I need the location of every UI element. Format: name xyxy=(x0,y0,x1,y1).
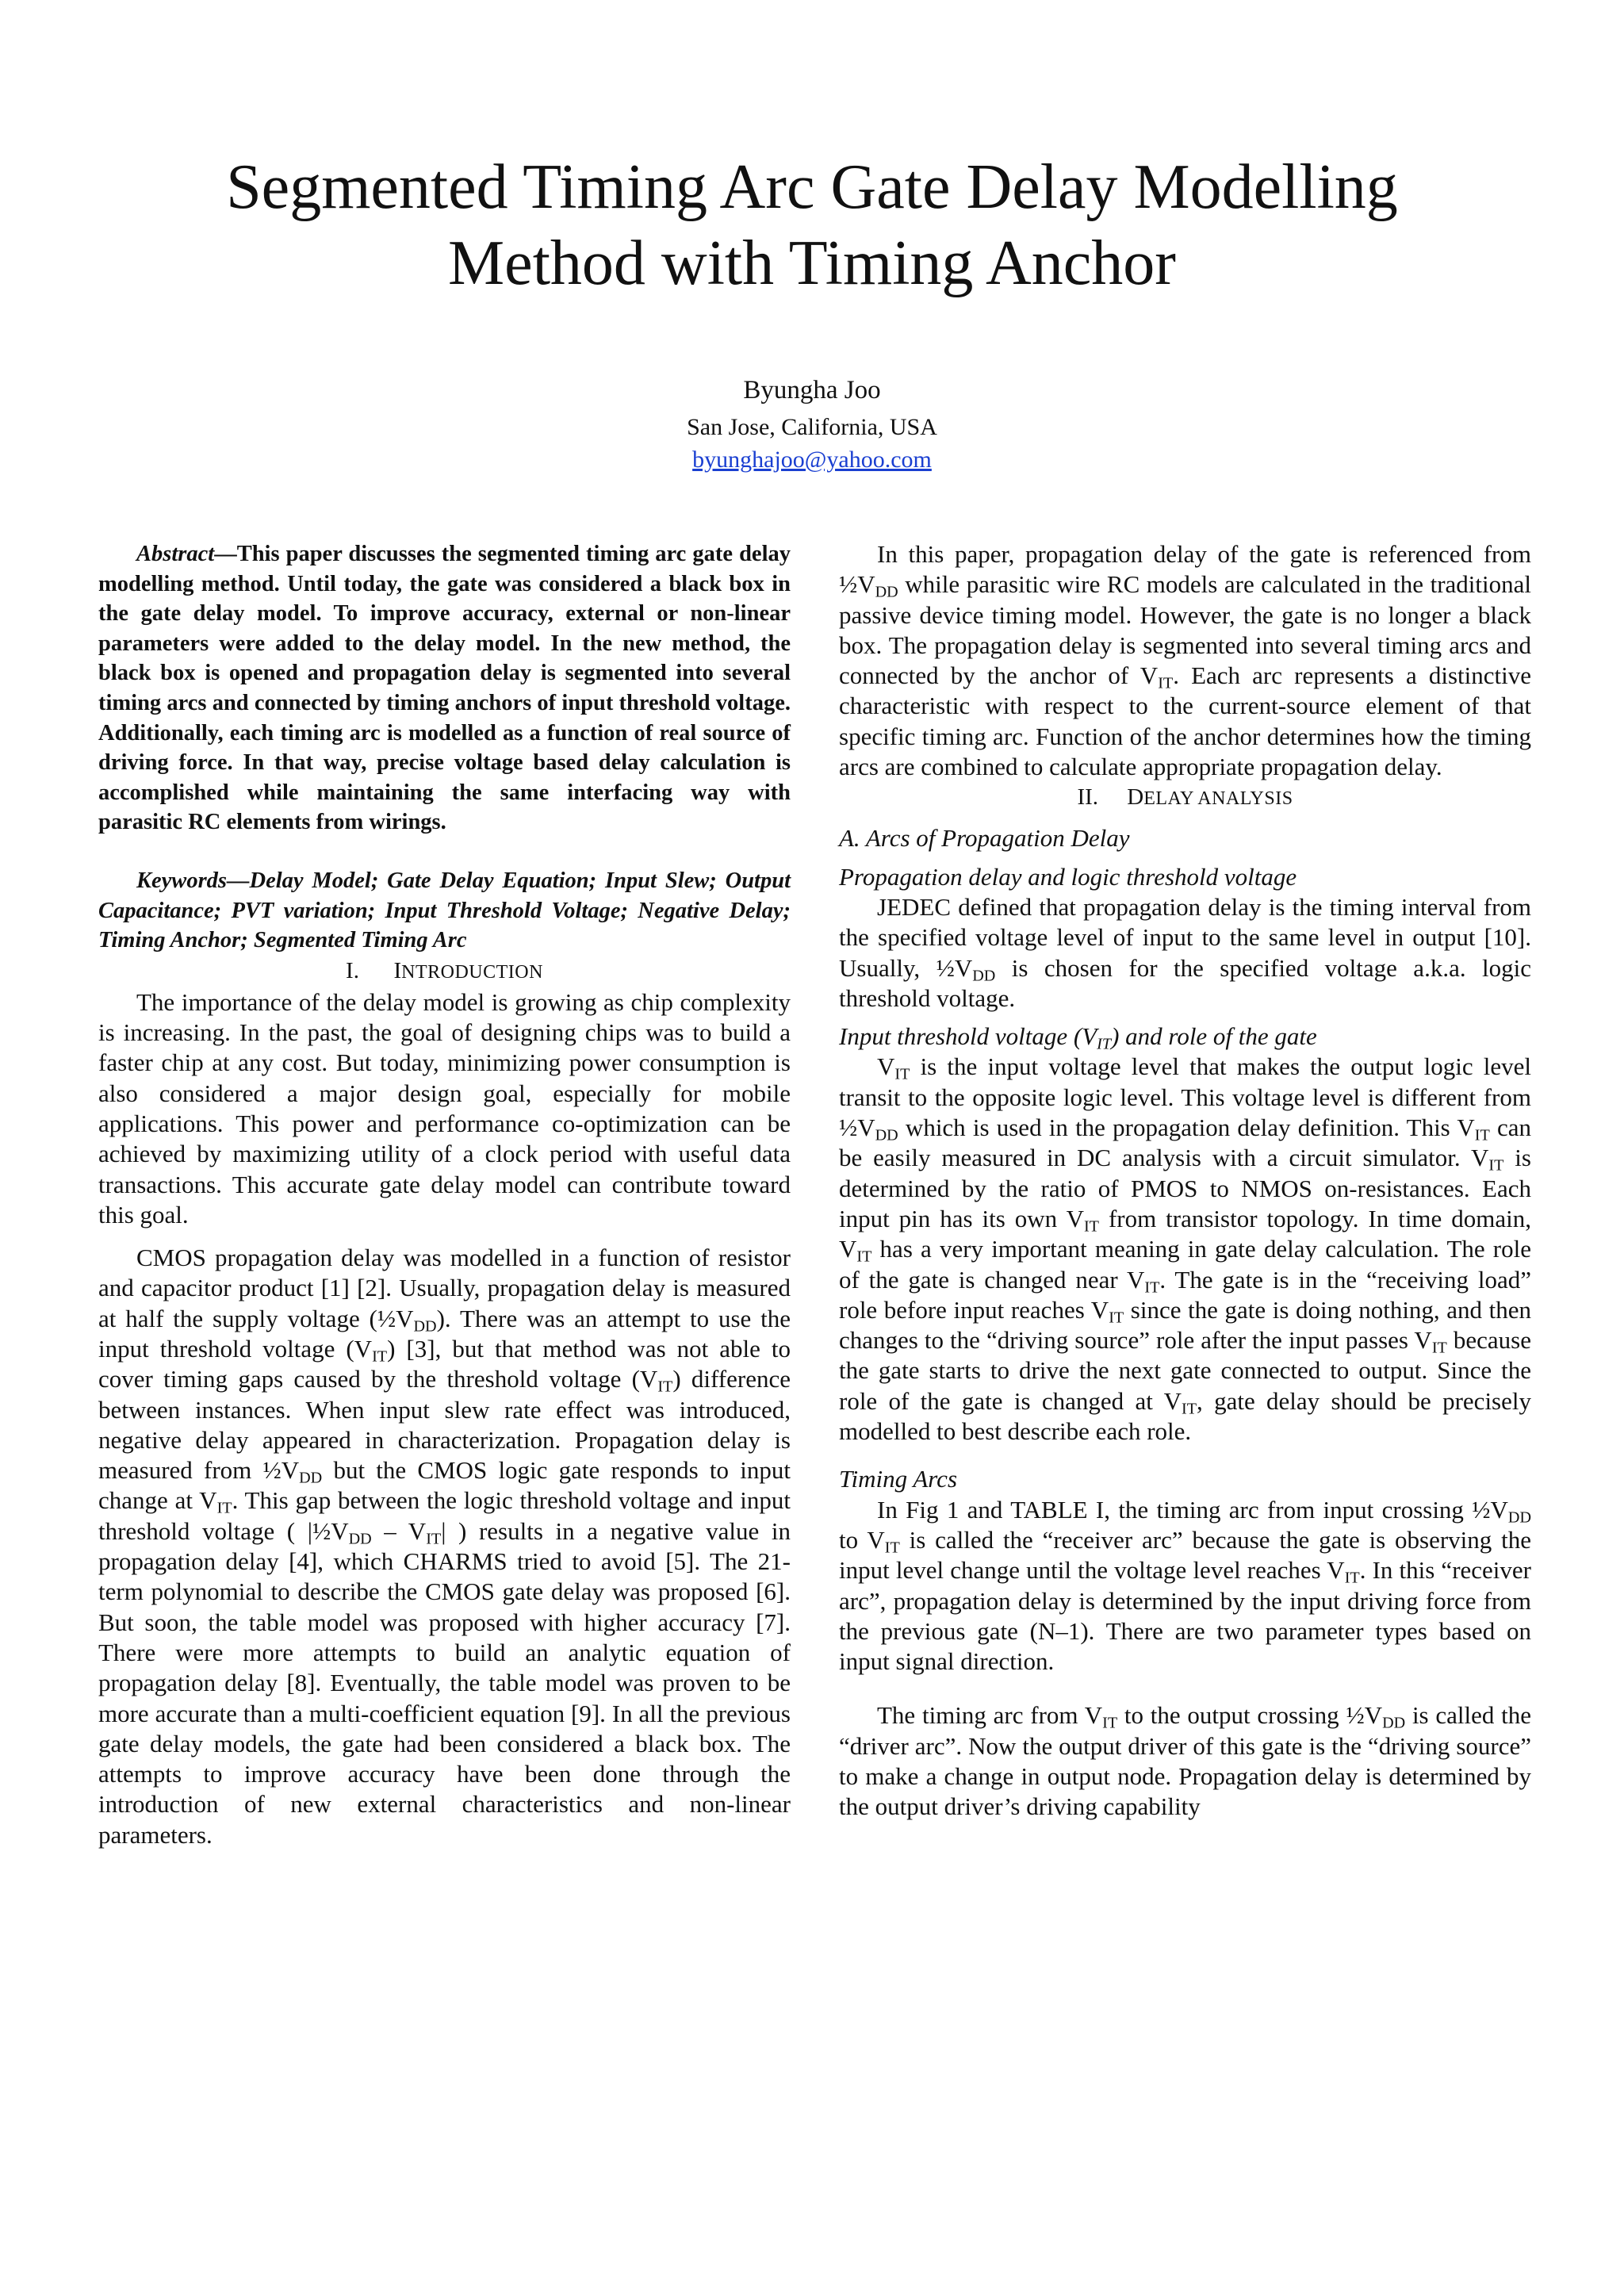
keywords-text: Delay Model; Gate Delay Equation; Input Slew; Output Capacitance; PVT variation; Input Threshold Voltage; Negative Delay; Timing Anchor; Segmented Timing Arc xyxy=(98,868,791,953)
intro-paragraph-1: The importance of the delay model is growing as chip complexity is increasing. In the past, the goal of designing chips was to build a faster chip at any cost. But today, minimizing power consumption is also considered a major design goal, especially for mobile applications. This power and performance co-optimization can be achieved by maximizing utility of a clock period with useful data transactions. This accurate gate delay model can contribute toward this goal. xyxy=(98,987,791,1228)
paragraph-heading-timing-arcs: Timing Arcs xyxy=(839,1465,958,1493)
title-line-1: Segmented Timing Arc Gate Delay Modelling xyxy=(226,152,1398,222)
right-intro-paragraph: In this paper, propagation delay of the gate is referenced from $\frac{1}{2}V_{DD}$ while parasitic wire RC models are calculated in the traditional passive device timing model. However, the gate is no longer a black box. The propagation delay is segmented into several timing arcs and connected by the anchor of $V_{IT}$. Each arc represents a distinctive characteristic with respect to the current-source element of that specific timing arc. Function of the anchor determines how the timing arcs are combined to calculate appropriate propagation delay. xyxy=(839,540,1531,781)
paragraph-driver-arc: The timing arc from $V_{IT}$ to the output crossing $\frac{1}{2}V_{DD}$ is called the “driver arc”. Now the output driver of this gate is the “driving source” to make a change in output node. Propagation delay is determined by the output driver’s driving capability xyxy=(839,1701,1532,1821)
subsection-heading-arcs: A. Arcs of Propagation Delay xyxy=(839,824,1130,853)
paragraph-heading-input-threshold: Input threshold voltage $(V_{IT})$ and role of the gate xyxy=(839,1022,1317,1053)
keywords-paragraph: Keywords—Delay Model; Gate Delay Equation; Input Slew; Output Capacitance; PVT variation; Input Threshold Voltage; Negative Delay; Timing Anchor; Segmented Timing Arc xyxy=(98,868,791,953)
left-column xyxy=(98,539,791,1850)
paragraph-receiver-arc: In Fig 1 and TABLE I, the timing arc from input crossing $\frac{1}{2}V_{DD}$ to $V_{IT}$ is called the “receiver arc” because the gate is observing the input level change until the voltage level reaches $V_{IT}$. In this “receiver arc”, propagation delay is determined by the input driving force from the previous gate (N–1). There are two parameter types based on input signal direction. xyxy=(839,1495,1531,1676)
paper-title xyxy=(98,149,1526,301)
paragraph-jedec: JEDEC defined that propagation delay is the timing interval from the specified voltage level of input to the same level in output [10]. Usually, $\frac{1}{2}V_{DD}$ is chosen for the specified voltage a.k.a. logic threshold voltage. xyxy=(839,892,1531,1012)
keywords-label: Keywords xyxy=(136,868,227,893)
author-affiliation: San Jose, California, USA xyxy=(687,414,937,440)
abstract-text: This paper discusses the segmented timing arc gate delay modelling method. Until today, the gate was considered a black box in the gate delay model. To improve accuracy, external or non-linear parameters were added to the delay model. In the new method, the black box is opened and propagation delay is segmented into several timing arcs and connected by timing anchors of input threshold voltage. Additionally, each timing arc is modelled as a function of real source of driving force. In that way, precise voltage based delay calculation is accomplished while maintaining the same interfacing way with parasitic RC elements from wirings. xyxy=(98,542,791,835)
author-block xyxy=(98,373,1526,476)
intro-paragraph-2: CMOS propagation delay was modelled in a function of resistor and capacitor product [1] [2]. Usually, propagation delay is measured at half the supply voltage $(\frac{1}{2}V_{DD})$. There was an attempt to use the input threshold voltage $(V_{IT})$ [3], but that method was not able to cover timing gaps caused by the threshold voltage $(V_{IT})$ difference between instances. When input slew rate effect was introduced, negative delay appeared in characterization. Propagation delay is measured from $\frac{1}{2}V_{DD}$ but the CMOS logic gate responds to input change at $V_{IT}$. This gap between the logic threshold voltage and input threshold voltage ( $|\frac{1}{2}V_{DD} - V_{IT}|$ ) results in a negative value in propagation delay [4], which CHARMS tried to avoid [5]. The 21-term polynomial to describe the CMOS gate delay was proposed [6]. But soon, the table model was proposed with higher accuracy [7]. There were more attempts to build an analytic equation of propagation delay [8]. Eventually, the table model was proven to be more accurate than a multi-coefficient equation [9]. In all the previous gate delay models, the gate had been considered a black box. The attempts to improve accuracy have been done through the introduction of new external characteristics and non-linear parameters. xyxy=(98,1244,791,1849)
section-heading-introduction: I. INTRODUCTION xyxy=(346,957,543,983)
abstract-paragraph: Abstract—This paper discusses the segmented timing arc gate delay modelling method. Until today, the gate was considered a black box in the gate delay model. To improve accuracy, external or non-linear parameters were added to the delay model. In the new method, the black box is opened and propagation delay is segmented into several timing arcs and connected by timing anchors of input threshold voltage. Additionally, each timing arc is modelled as a function of real source of driving force. In that way, precise voltage based delay calculation is accomplished while maintaining the same interfacing way with parasitic RC elements from wirings. xyxy=(98,542,791,835)
abstract-label: Abstract xyxy=(136,542,215,566)
paragraph-heading-logic-threshold: Propagation delay and logic threshold voltage xyxy=(839,862,1297,891)
paragraph-vit: $V_{IT}$ is the input voltage level that makes the output logic level transit to the opposite logic level. This voltage level is different from $\frac{1}{2}V_{DD}$ which is used in the propagation delay definition. This $V_{IT}$ can be easily measured in DC analysis with a circuit simulator. $V_{IT}$ is determined by the ratio of PMOS to NMOS on-resistances. Each input pin has its own $V_{IT}$ from transistor topology. In time domain, $V_{IT}$ has a very important meaning in gate delay calculation. The role of the gate is changed near $V_{IT}$. The gate is in the “receiving load” role before input reaches $V_{IT}$ since the gate is doing nothing, and then changes to the “driving source” role after the input passes $V_{IT}$ because the gate starts to drive the next gate connected to output. Since the role of the gate is changed at $V_{IT}$, gate delay should be precisely modelled to best describe each role. xyxy=(839,1052,1531,1446)
right-column xyxy=(839,539,1531,1823)
author-email-link[interactable]: byunghajoo@yahoo.com xyxy=(692,447,932,473)
title-line-2: Method with Timing Anchor xyxy=(448,228,1176,298)
author-name: Byungha Joo xyxy=(743,376,881,404)
section-heading-delay-analysis: II. DELAY ANALYSIS xyxy=(1077,784,1293,811)
